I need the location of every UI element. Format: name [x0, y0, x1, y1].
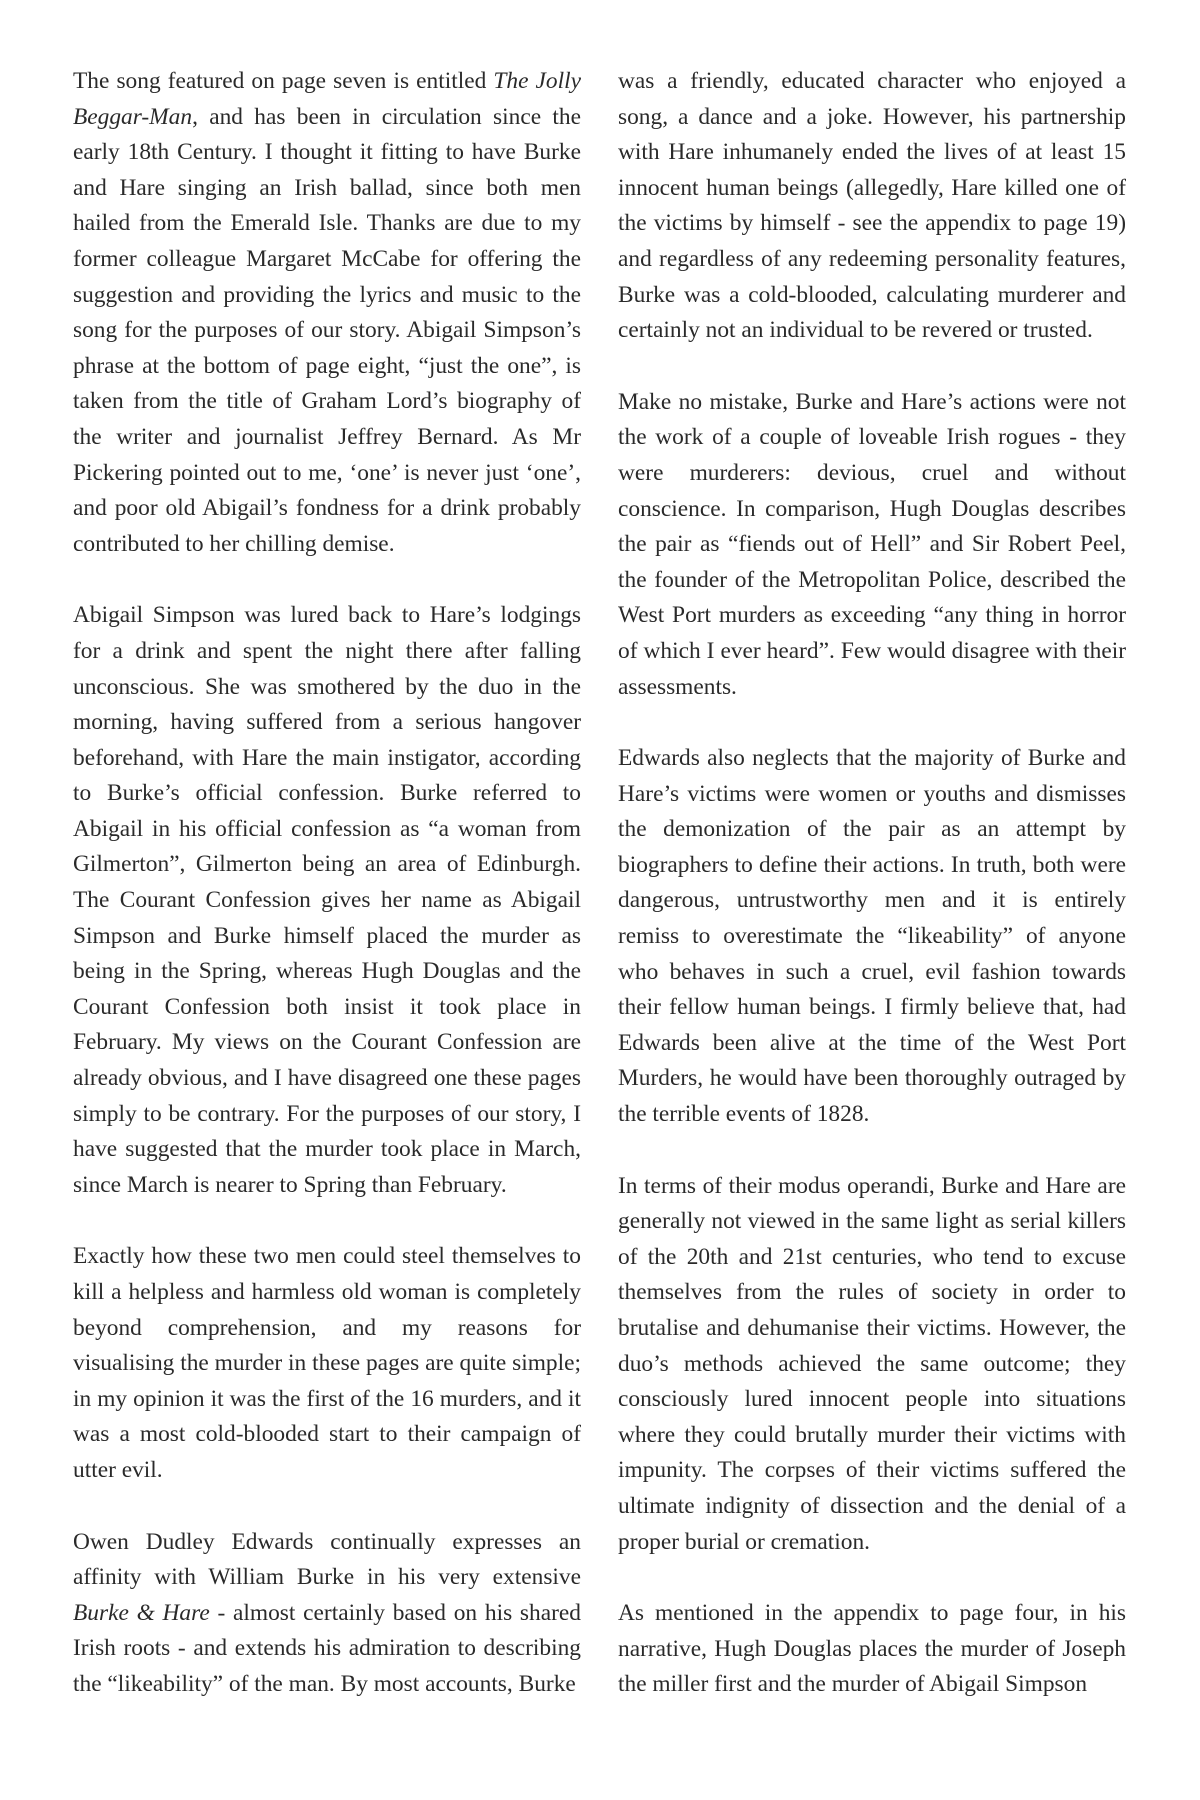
- paragraph-edwards-neglects: Edwards also neglects that the majority of Burke and Hare’s victims were women or youths and dismisses the demonization of the pair as an attempt by biographers to define their actions. In truth, both were dangerous, untrustworthy men and it is entirely remiss to overestimate the “likeability” of anyone who behaves in such a cruel, evil fashion towards their fellow human beings. I firmly believe that, had Edwards been alive at the time of the West Port Murders, he would have been thoroughly outraged by the terrible events of 1828.: [618, 745, 1126, 1128]
- song-title: The Jolly Beggar-Man: [73, 68, 581, 130]
- paragraph-appendix-page-four: As mentioned in the appendix to page four, in his narrative, Hugh Douglas places the murder of Joseph the miller first and the murder of Abigail Simpson: [618, 1600, 1126, 1698]
- paragraph-make-no-mistake: Make no mistake, Burke and Hare’s actions were not the work of a couple of loveable Irish rogues - they were murderers: devious, cruel and without conscience. In comparison, Hugh Douglas describes the pair as “fiends out of Hell” and Sir Robert Peel, the founder of the Metropolitan Police, described the West Port murders as exceeding “any thing in horror of which I ever heard”. Few would disagree with their assessments.: [618, 388, 1126, 700]
- paragraph-owen-dudley-edwards: [73, 1525, 581, 1703]
- right-column: [618, 64, 1126, 1754]
- paragraph-jolly-beggar-man: [73, 64, 581, 562]
- left-column: [73, 64, 581, 1754]
- paragraph-text: - almost certainly based on his shared Irish roots - and extends his admiration to describing the “likeability” of the man. By most accounts, Burke: [73, 1599, 581, 1697]
- paragraph-friendly-character: was a friendly, educated character who enjoyed a song, a dance and a joke. However, his partnership with Hare inhumanely ended the lives of at least 15 innocent human beings (allegedly, Hare killed one of the victims by himself - see the appendix to page 19) and regardless of any redeeming personality features, Burke was a cold-blooded, calculating murderer and certainly not an individual to be revered or trusted.: [618, 68, 1126, 344]
- paragraph-text: The song featured on page seven is entitled: [73, 68, 494, 94]
- paragraph-text: , and has been in circulation since the early 18th Century. I thought it fitting to have Burke and Hare singing an Irish ballad, since both men hailed from the Emerald Isle. Thanks are due to my former colleague Margaret McCabe for offering the suggestion and providing the lyrics and music to the song for the purposes of our story. Abigail Simpson’s phrase at the bottom of page eight, “just the one”, is taken from the title of Graham Lord’s biography of the writer and journalist Jeffrey Bernard. As Mr Pickering pointed out to me, ‘one’ is never just ‘one’, and poor old Abigail’s fondness for a drink probably contributed to her chilling demise.: [73, 103, 581, 557]
- paragraph-abigail-simpson: Abigail Simpson was lured back to Hare’s lodgings for a drink and spent the night there after falling unconscious. She was smothered by the duo in the morning, having suffered from a serious hangover beforehand, with Hare the main instigator, according to Burke’s official confession. Burke referred to Abigail in his official confession as “a woman from Gilmerton”, Gilmerton being an area of Edinburgh. The Courant Confession gives her name as Abigail Simpson and Burke himself placed the murder as being in the Spring, whereas Hugh Douglas and the Courant Confession both insist it took place in February. My views on the Courant Confession are already obvious, and I have disagreed one these pages simply to be contrary. For the purposes of our story, I have suggested that the murder took place in March, since March is nearer to Spring than February.: [73, 602, 581, 1198]
- paragraph-modus-operandi: In terms of their modus operandi, Burke and Hare are generally not viewed in the same light as serial killers of the 20th and 21st centuries, who tend to excuse themselves from the rules of society in order to brutalise and dehumanise their victims. However, the duo’s methods achieved the same outcome; they consciously lured innocent people into situations where they could brutally murder their victims with impunity. The corpses of their victims suffered the ultimate indignity of dissection and the denial of a proper burial or cremation.: [618, 1172, 1126, 1555]
- paragraph-text: Owen Dudley Edwards continually expresses an affinity with William Burke in his very extensive: [73, 1528, 581, 1591]
- book-title: Burke & Hare: [73, 1599, 210, 1626]
- paragraph-steel-themselves: Exactly how these two men could steel themselves to kill a helpless and harmless old woman is completely beyond comprehension, and my reasons for visualising the murder in these pages are quite simple; in my opinion it was the first of the 16 murders, and it was a most cold-blooded start to their campaign of utter evil.: [73, 1243, 581, 1483]
